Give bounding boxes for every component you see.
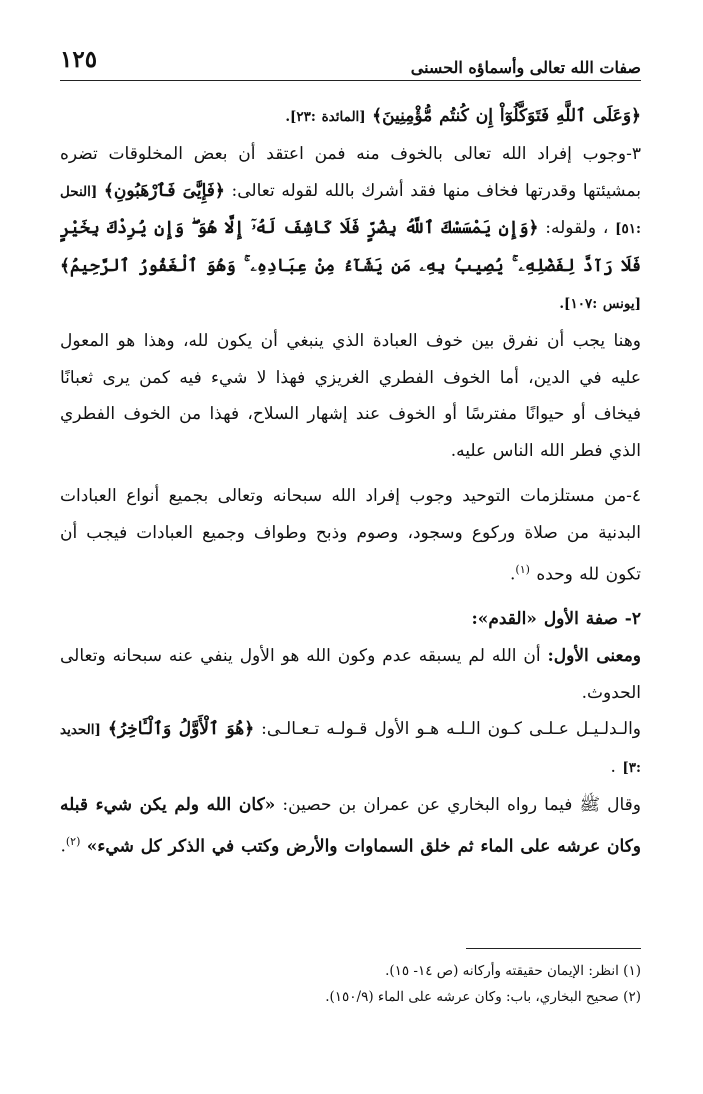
hadith-text: «كان الله ولم يكن شيء قبله وكان عرشه على الماء ثم خلق السماوات والأرض وكتب في الذكر كل شيء» [60, 795, 641, 857]
quran-verse: ﴿وَإِن يَمْسَسْكَ ٱللَّهُ بِضُرٍّ فَلَا كَاشِفَ لَهُۥٓ إِلَّا هُوَ ۖ وَإِن يُرِدْكَ بِخَيْرٍ فَلَا رَآدَّ لِفَضْلِهِۦ ۚ يُصِيبُ بِهِۦ مَن يَشَآءُ مِنْ عِبَادِهِۦ ۚ وَهُوَ ٱلْغَفُورُ ٱلرَّحِيمُ﴾ [60, 218, 641, 277]
meaning-text: أن الله لم يسبقه عدم وكون الله هو الأول ينفي عنه سبحانه وتعالى الحدوث. [60, 645, 641, 703]
quran-verse: ﴿وَعَلَى ٱللَّهِ فَتَوَكَّلُوٓاْ إِن كُنتُم مُّؤْمِنِينَ﴾ [372, 106, 641, 126]
page-header [60, 40, 641, 81]
meaning-paragraph [60, 638, 641, 712]
section-heading: ٢- صفة الأول «القدم»: [471, 609, 641, 630]
footnote-separator [466, 948, 641, 949]
footnote-marker: (١) [515, 562, 530, 576]
page-number: ١٢٥ [60, 46, 98, 73]
meaning-label: ومعنى الأول: [547, 645, 642, 666]
point-4-paragraph [60, 478, 641, 593]
evidence-text: والـدلـيـل عـلـى كـون الـلـه هـو الأول قـولـه تـعـالـى: [261, 719, 642, 740]
hadith-intro: وقال ﷺ فيما رواه البخاري عن عمران بن حصين: [282, 795, 642, 815]
footnote-1: (١) انظر: الإيمان حقيقته وأركانه (ص ١٤- ١٥). [385, 963, 641, 979]
running-title: صفات الله تعالى وأسماؤه الحسنى [410, 58, 641, 77]
point-3-text: ٣-وجوب إفراد الله تعالى بالخوف منه فمن اعتقد أن بعض المخلوقات تضره بمشيئتها وقدرتها فخاف منها فقد أشرك بالله لقوله تعالى: [60, 143, 641, 201]
hadith-paragraph [60, 787, 641, 865]
fear-paragraph: وهنا يجب أن نفرق بين خوف العبادة الذي ينبغي أن يكون لله، وهذا هو المعول عليه في الدين، أما الخوف الفطري الغريزي فهذا لا شيء فيه كمن يرى ثعبانًا فيخاف أو حيوانًا مفترسًا أو الخوف عند إشهار السلاح، فهذا من الخوف الفطري الذي فطر الله الناس عليه. [60, 330, 641, 462]
verse-paragraph [60, 98, 641, 136]
quran-verse: ﴿فَإِيَّٰىَ فَٱرْهَبُونِ﴾ [103, 180, 225, 201]
point-3-paragraph [60, 136, 641, 323]
quran-verse: ﴿هُوَ ٱلْأَوَّلُ وَٱلْـَٔاخِرُ﴾ [107, 719, 255, 740]
sentence-end: . [610, 757, 616, 778]
verse-reference: [المائدة :٢٣]. [285, 109, 366, 125]
spacer [60, 470, 641, 478]
verse-reference: [النحل :٥١] [60, 183, 642, 238]
verse-reference: [يونس :١٠٧]. [559, 295, 641, 312]
point-4-text: ٤-من مستلزمات التوحيد وجوب إفراد الله سبحانه وتعالى بجميع أنواع العبادات البدنية من صلاة وركوع وسجود، وصوم وذبح وطواف وجميع العبادات فيجب أن تكون لله وحده [60, 485, 641, 585]
footnote-2: (٢) صحيح البخاري، باب: وكان عرشه على الماء (١٥٠/٩). [325, 989, 641, 1005]
sentence-end: . [60, 836, 66, 857]
footnotes [60, 958, 641, 1010]
point-3-text-continued: ، ولقوله: [545, 218, 609, 239]
verse-reference: [الحديد :٣] [60, 722, 641, 777]
evidence-paragraph [60, 711, 641, 787]
page-body [60, 98, 641, 865]
footnote-marker: (٢) [65, 834, 81, 848]
spacer [60, 593, 641, 601]
sentence-end: . [510, 564, 516, 585]
